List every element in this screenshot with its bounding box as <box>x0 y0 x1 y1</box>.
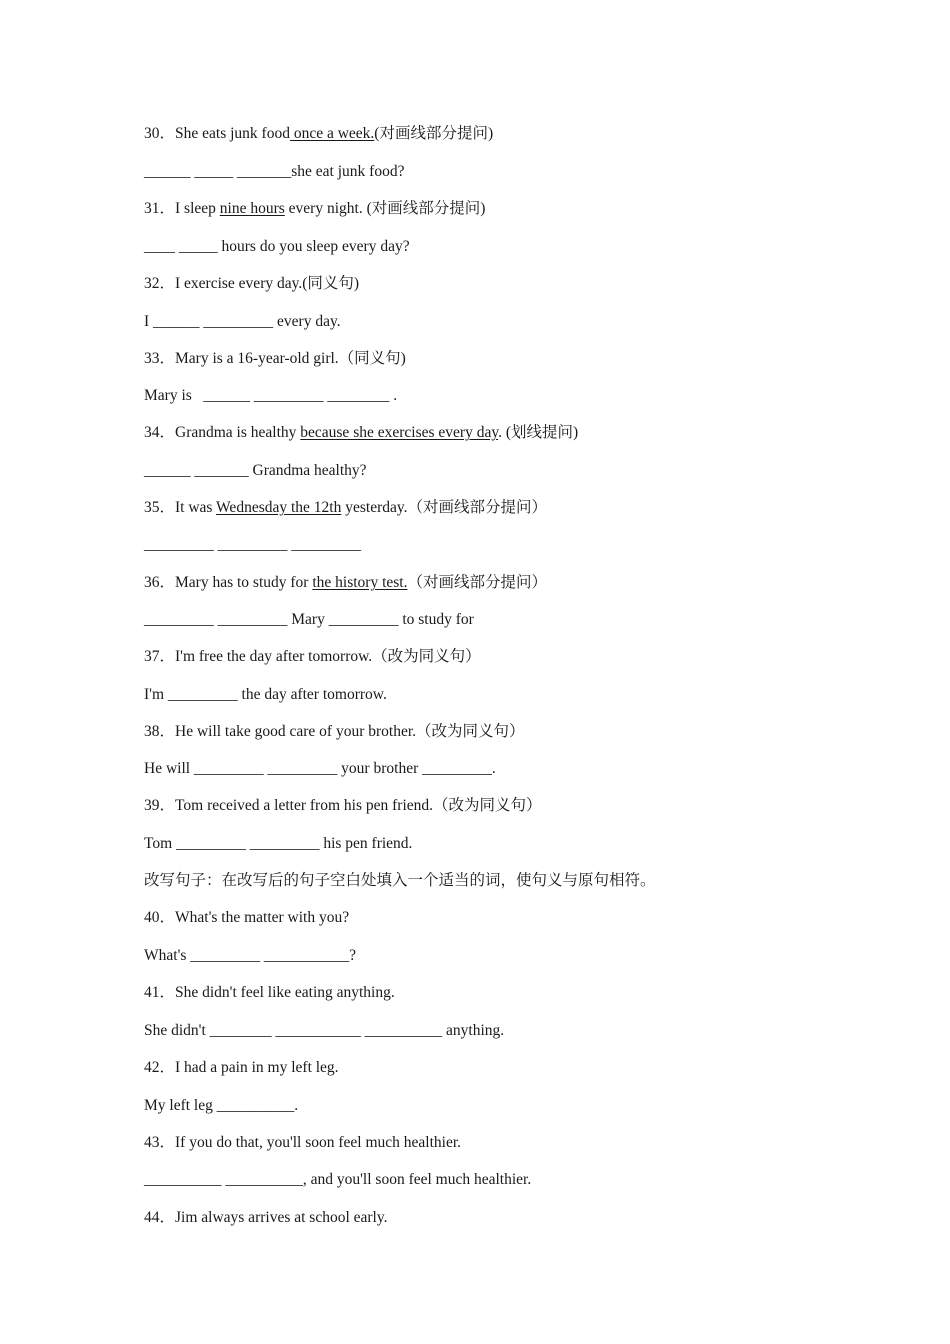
question-40: 40．What's the matter with you? <box>144 909 350 926</box>
question-35: 35．It was Wednesday the 12th yesterday.（对画线部分提问） <box>144 499 547 516</box>
answer-line-42: My left leg __________. <box>144 1097 299 1114</box>
question-33: 33．Mary is a 16-year-old girl.（同义句) <box>144 350 406 367</box>
question-30: 30．She eats junk food once a week.(对画线部分提问) <box>144 125 494 142</box>
answer-line-35: _________ _________ _________ <box>144 536 361 553</box>
underlined-phrase: because she exercises every day <box>300 424 499 441</box>
underlined-phrase: once a week. <box>289 125 375 142</box>
answer-line-40: What's _________ ___________? <box>144 947 357 964</box>
answer-line-34: ______ _______ Grandma healthy? <box>144 462 367 479</box>
question-44: 44．Jim always arrives at school early. <box>144 1209 388 1226</box>
answer-line-32: I ______ _________ every day. <box>144 313 341 330</box>
underlined-phrase: nine hours <box>219 200 285 217</box>
question-32: 32．I exercise every day.(同义句) <box>144 275 360 292</box>
question-36: 36．Mary has to study for the history test.（对画线部分提问） <box>144 574 547 591</box>
question-38: 38．He will take good care of your brother.（改为同义句） <box>144 723 525 740</box>
answer-line-31: ____ _____ hours do you sleep every day? <box>144 238 410 255</box>
question-42: 42．I had a pain in my left leg. <box>144 1059 339 1076</box>
answer-line-37: I'm _________ the day after tomorrow. <box>144 686 387 703</box>
question-31: 31．I sleep nine hours every night. (对画线部分提问) <box>144 200 486 217</box>
answer-line-39: Tom _________ _________ his pen friend. <box>144 835 413 852</box>
answer-line-36: _________ _________ Mary _________ to study for <box>144 611 474 628</box>
underlined-phrase: Wednesday the 12th <box>216 499 342 516</box>
answer-line-43: __________ __________, and you'll soon feel much healthier. <box>144 1171 532 1188</box>
answer-line-41: She didn't ________ ___________ __________ anything. <box>144 1022 505 1039</box>
question-34: 34．Grandma is healthy because she exercises every day. (划线提问) <box>144 424 579 441</box>
question-43: 43．If you do that, you'll soon feel much healthier. <box>144 1134 462 1151</box>
question-39: 39．Tom received a letter from his pen friend.（改为同义句） <box>144 797 542 814</box>
underlined-phrase: the history test. <box>312 574 408 591</box>
question-41: 41．She didn't feel like eating anything. <box>144 984 395 1001</box>
section-instruction: 改写句子：在改写后的句子空白处填入一个适当的词，使句义与原句相符。 <box>144 872 656 889</box>
question-37: 37．I'm free the day after tomorrow.（改为同义句） <box>144 648 481 665</box>
answer-line-33: Mary is ______ _________ ________ . <box>144 387 398 404</box>
answer-line-30: ______ _____ _______she eat junk food? <box>144 163 405 180</box>
answer-line-38: He will _________ _________ your brother _________. <box>144 760 496 777</box>
